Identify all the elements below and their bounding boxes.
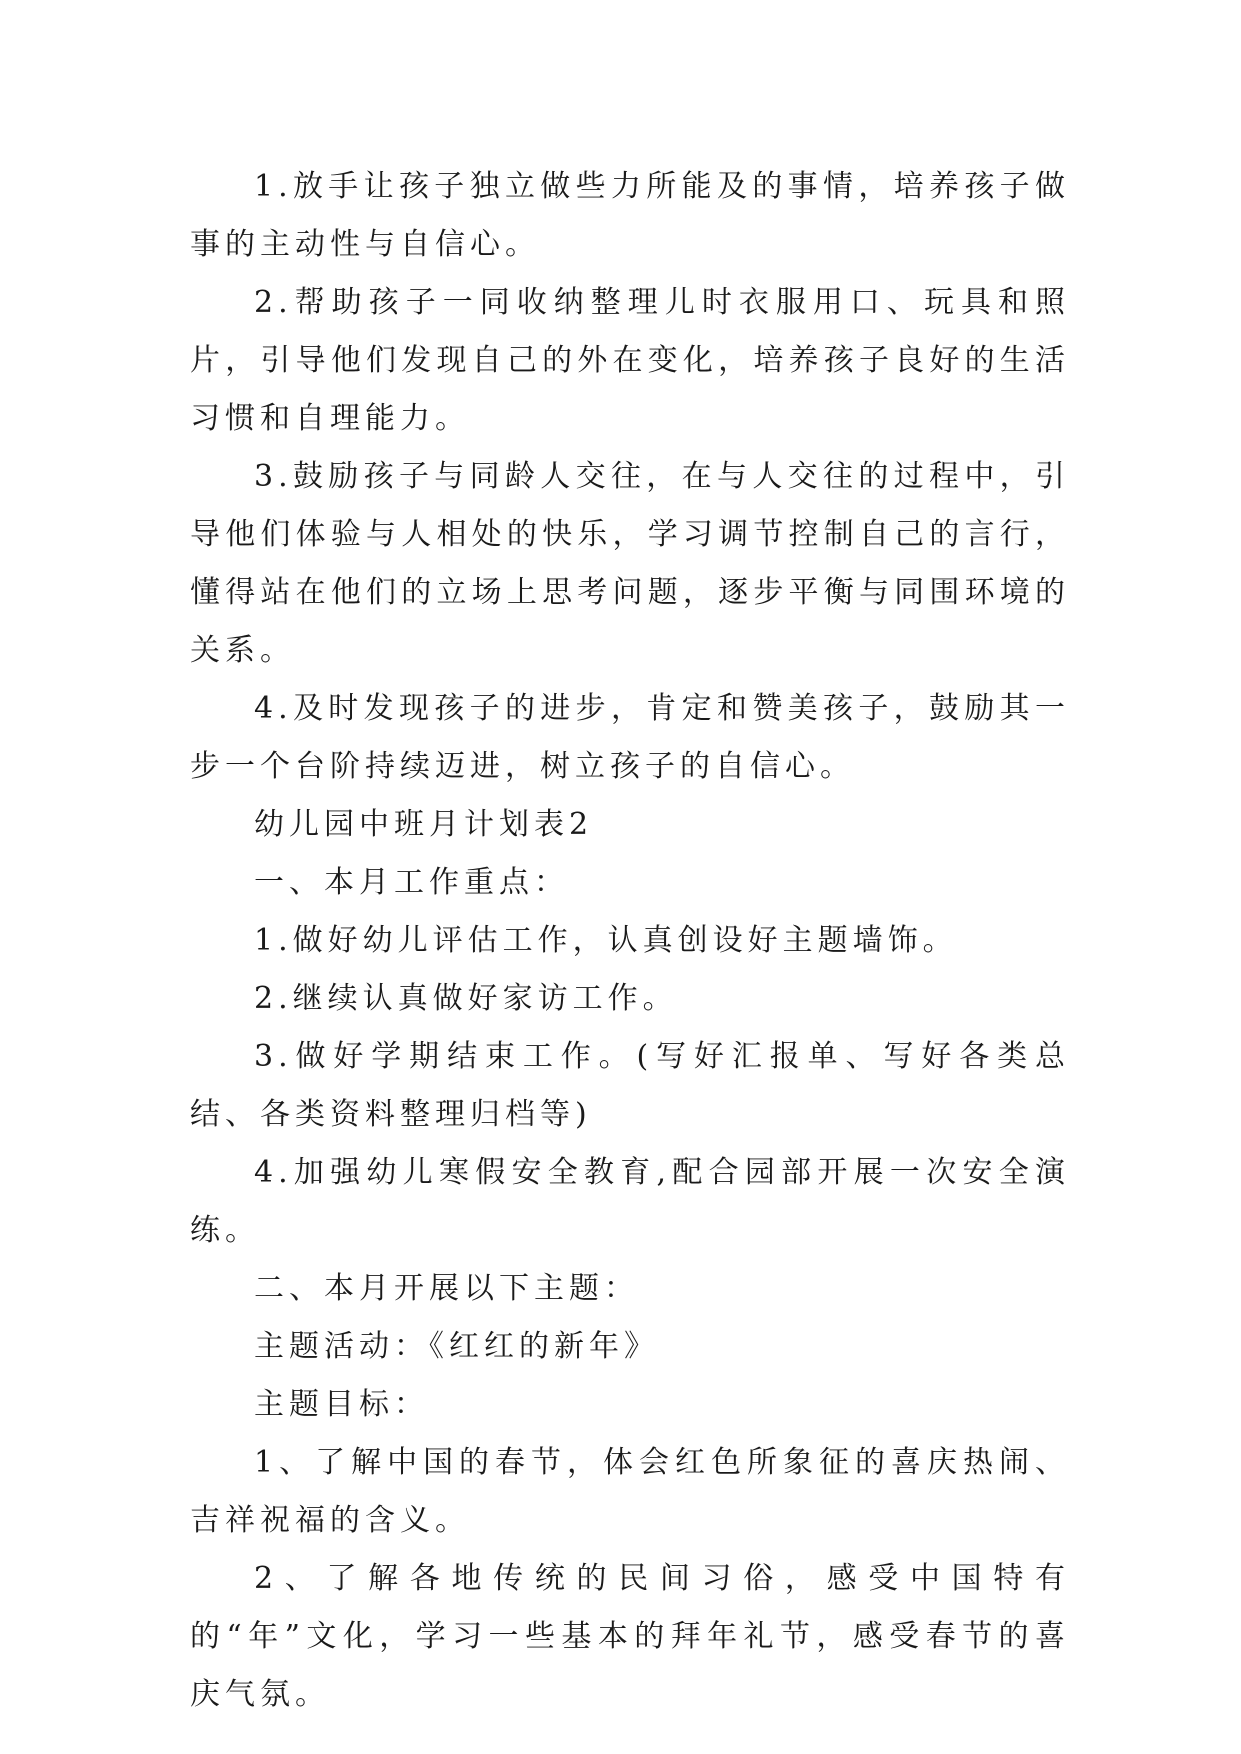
theme-goal-1: 1、了解中国的春节，体会红色所象征的喜庆热闹、吉祥祝福的含义。 <box>190 1445 1070 1538</box>
theme-goals-heading: 主题目标： <box>254 1387 429 1422</box>
paragraph-2: 2.帮助孩子一同收纳整理儿时衣服用口、玩具和照片，引导他们发现自己的外在变化，培养孩子良好的生活习惯和自理能力。 <box>190 285 1070 436</box>
heading-themes: 二、本月开展以下主题： <box>254 1271 639 1306</box>
document-body <box>190 158 1070 1724</box>
section-title: 幼儿园中班月计划表2 <box>254 807 594 842</box>
paragraph-3: 3.鼓励孩子与同龄人交往，在与人交往的过程中，引导他们体验与人相处的快乐，学习调节控制自己的言行，懂得站在他们的立场上思考问题，逐步平衡与同围环境的关系。 <box>190 459 1070 668</box>
heading-work-focus: 一、本月工作重点： <box>254 865 569 900</box>
work-item-4: 4.加强幼儿寒假安全教育,配合园部开展一次安全演练。 <box>190 1155 1070 1248</box>
work-item-2: 2.继续认真做好家访工作。 <box>254 981 678 1016</box>
work-item-1: 1.做好幼儿评估工作，认真创设好主题墙饰。 <box>254 923 958 958</box>
paragraph-4: 4.及时发现孩子的进步，肯定和赞美孩子，鼓励其一步一个台阶持续迈进，树立孩子的自信心。 <box>190 691 1070 784</box>
theme-goal-2: 2、了解各地传统的民间习俗，感受中国特有的“年”文化，学习一些基本的拜年礼节，感受春节的喜庆气氛。 <box>190 1561 1070 1712</box>
work-item-3: 3.做好学期结束工作。(写好汇报单、写好各类总结、各类资料整理归档等) <box>190 1039 1070 1132</box>
paragraph-1: 1.放手让孩子独立做些力所能及的事情，培养孩子做事的主动性与自信心。 <box>190 169 1070 262</box>
theme-activity: 主题活动：《红红的新年》 <box>254 1329 659 1364</box>
